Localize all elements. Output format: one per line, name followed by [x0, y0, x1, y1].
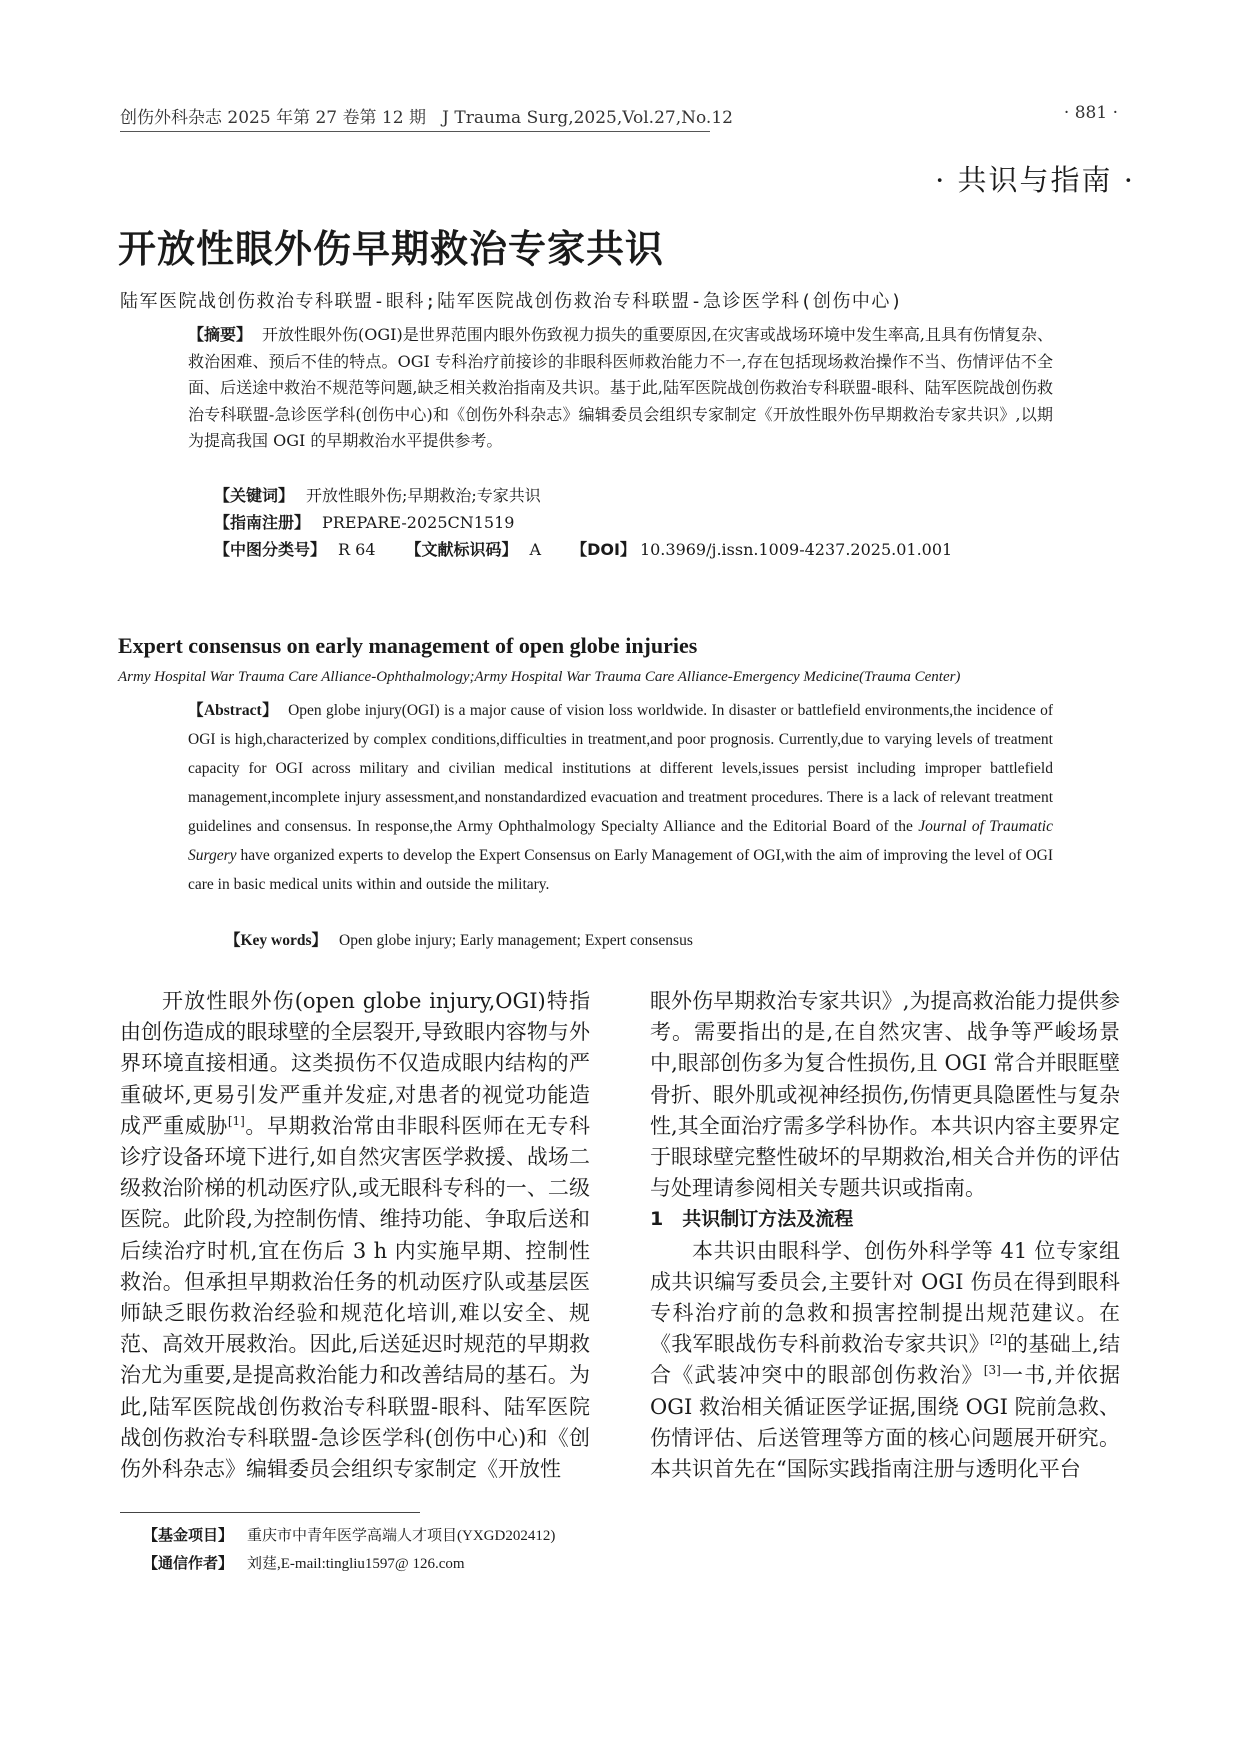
abstract-cn-label: 【摘要】: [188, 325, 253, 344]
english-title: Expert consensus on early management of open globe injuries: [118, 633, 698, 658]
body-paragraph: 眼外伤早期救治专家共识》,为提高救治能力提供参考。需要指出的是,在自然灾害、战争等严峻场景中,眼部创伤多为复合性损伤,且 OGI 常合并眼眶壁骨折、眼外肌或视神经损伤,伤情更具隐匿性与复杂性,其全面治疗需多学科协作。本共识内容主要界定于眼球壁完整性破坏的早期救治,相关合并伤的评估与处理请参阅相关专题共识或指南。: [650, 989, 1120, 1201]
clc-label: 【中图分类号】: [214, 540, 327, 559]
abstract-en-text-after: have organized experts to develop the Expert Consensus on Early Management of OGI,with the aim of improving the level of OGI care in basic medical units within and outside the military.: [188, 847, 1054, 893]
section-tag: · 共识与指南 ·: [935, 163, 1135, 197]
abstract-en-label: 【Abstract】: [188, 702, 279, 719]
classification-line: [214, 537, 952, 560]
body-paragraph: [650, 1236, 1120, 1486]
body-paragraph: [120, 986, 590, 1485]
keywords-en: [225, 928, 693, 950]
doc-code-label: 【文献标识码】: [405, 540, 518, 559]
fund-label: 【基金项目】: [143, 1526, 234, 1544]
citation-ref: [2]: [989, 1332, 1007, 1347]
keywords-en-label: 【Key words】: [225, 932, 328, 949]
article-title: 开放性眼外伤早期救治专家共识: [118, 226, 665, 271]
keywords-cn-label: 【关键词】: [214, 486, 295, 505]
running-header: [120, 103, 1130, 128]
keywords-cn-text: 开放性眼外伤;早期救治;专家共识: [306, 486, 541, 505]
corr-label: 【通信作者】: [143, 1554, 234, 1572]
registration-text: PREPARE-2025CN1519: [322, 513, 515, 532]
section-heading: 1 共识制订方法及流程: [650, 1208, 854, 1231]
fund-text: 重庆市中青年医学高端人才项目(YXGD202412): [247, 1528, 556, 1544]
keywords-en-text: Open globe injury; Early management; Expert consensus: [339, 932, 693, 949]
body-column-left: [120, 986, 590, 1485]
citation-ref: [1]: [227, 1113, 245, 1128]
body-text: 本共识由眼科学、创伤外科学等 41 位专家组成共识编写委员会,主要针对 OGI 伤员在得到眼科专科治疗前的急救和损害控制提出规范建议。在《我军眼战伤专科前救治专家共识》: [650, 1238, 1120, 1357]
doi-value: 10.3969/j.issn.1009-4237.2025.01.001: [639, 540, 953, 559]
header-rule: [120, 131, 710, 132]
body-text: 。早期救治常由非眼科医师在无专科诊疗设备环境下进行,如自然灾害医学救援、战场二级救治阶梯的机动医疗队,或无眼科专科的一、二级医院。此阶段,为控制伤情、维持功能、争取后送和后续治疗时机,宜在伤后 3 h 内实施早期、控制性救治。但承担早期救治任务的机动医疗队或基层医师缺乏眼伤救治经验和规范化培训,难以安全、规范、高效开展救治。因此,后送延迟时规范的早期救治尤为重要,是提高救治能力和改善结局的基石。为此,陆军医院战创伤救治专科联盟-眼科、陆军医院战创伤救治专科联盟-急诊医学科(创伤中心)和《创伤外科杂志》编辑委员会组织专家制定《开放性: [120, 1113, 591, 1482]
abstract-en: [188, 696, 1053, 899]
guideline-registration: [214, 510, 514, 533]
corr-text: 刘莛,E-mail:tingliu1597@ 126.com: [247, 1556, 465, 1572]
keywords-cn: [214, 483, 541, 506]
doi-label: 【DOI】: [571, 540, 636, 559]
journal-name-en: J Trauma Surg,2025,Vol.27,No.12: [442, 108, 733, 128]
abstract-en-text-before: Open globe injury(OGI) is a major cause of vision loss worldwide. In disaster or battlefield environments,the incidence of OGI is high,characterized by complex conditions,difficulties in treatment,and poor prognosis. Currently,due to varying levels of treatment capacity for OGI across military and civilian medical institutions at different levels,issues persist including improper battlefield management,incomplete injury assessment,and nonstandardized evacuation and treatment procedures. There is a lack of relevant treatment guidelines and consensus. In response,the Army Ophthalmology Specialty Alliance and the Editorial Board of the: [188, 702, 1053, 835]
page-number: · 881 ·: [1063, 103, 1118, 123]
authors: 陆军医院战创伤救治专科联盟-眼科;陆军医院战创伤救治专科联盟-急诊医学科(创伤中心): [120, 291, 904, 312]
journal-italic: Journal of Traumatic Surgery: [188, 818, 1053, 864]
citation-ref: [3]: [983, 1363, 1001, 1378]
body-text: 开放性眼外伤(open globe injury,OGI)特指由创伤造成的眼球壁的全层裂开,导致眼内容物与外界环境直接相通。这类损伤不仅造成眼内结构的严重破坏,更易引发严重并发症,对患者的视觉功能造成严重威胁: [120, 989, 590, 1138]
footnote-correspondence: [143, 1552, 465, 1573]
journal-name-cn: 创伤外科杂志 2025 年第 27 卷第 12 期: [120, 108, 426, 128]
english-authors: Army Hospital War Trauma Care Alliance-Ophthalmology;Army Hospital War Trauma Care Alliance-Emergency Medicine(Trauma Center): [118, 669, 961, 685]
doc-code-value: A: [529, 540, 542, 559]
abstract-cn-text: 开放性眼外伤(OGI)是世界范围内眼外伤致视力损失的重要原因,在灾害或战场环境中发生率高,且具有伤情复杂、救治困难、预后不佳的特点。OGI 专科治疗前接诊的非眼科医师救治能力不一,存在包括现场救治操作不当、伤情评估不全面、后送途中救治不规范等问题,缺乏相关救治指南及共识。基于此,陆军医院战创伤救治专科联盟-眼科、陆军医院战创伤救治专科联盟-急诊医学科(创伤中心)和《创伤外科杂志》编辑委员会组织专家制定《开放性眼外伤早期救治专家共识》,以期为提高我国 OGI 的早期救治水平提供参考。: [188, 325, 1053, 450]
body-text: 一书,并依据 OGI 救治相关循证医学证据,围绕 OGI 院前急救、伤情评估、后送管理等方面的核心问题展开研究。本共识首先在“国际实践指南注册与透明化平台: [650, 1363, 1120, 1482]
abstract-cn: [188, 322, 1053, 455]
body-text: 的基础上,结合《武装冲突中的眼部创伤救治》: [650, 1332, 1120, 1388]
footnote-rule: [120, 1512, 420, 1513]
registration-label: 【指南注册】: [214, 513, 311, 532]
footnote-fund: [143, 1524, 555, 1545]
body-column-right: [650, 986, 1120, 1485]
clc-value: R 64: [338, 540, 376, 559]
